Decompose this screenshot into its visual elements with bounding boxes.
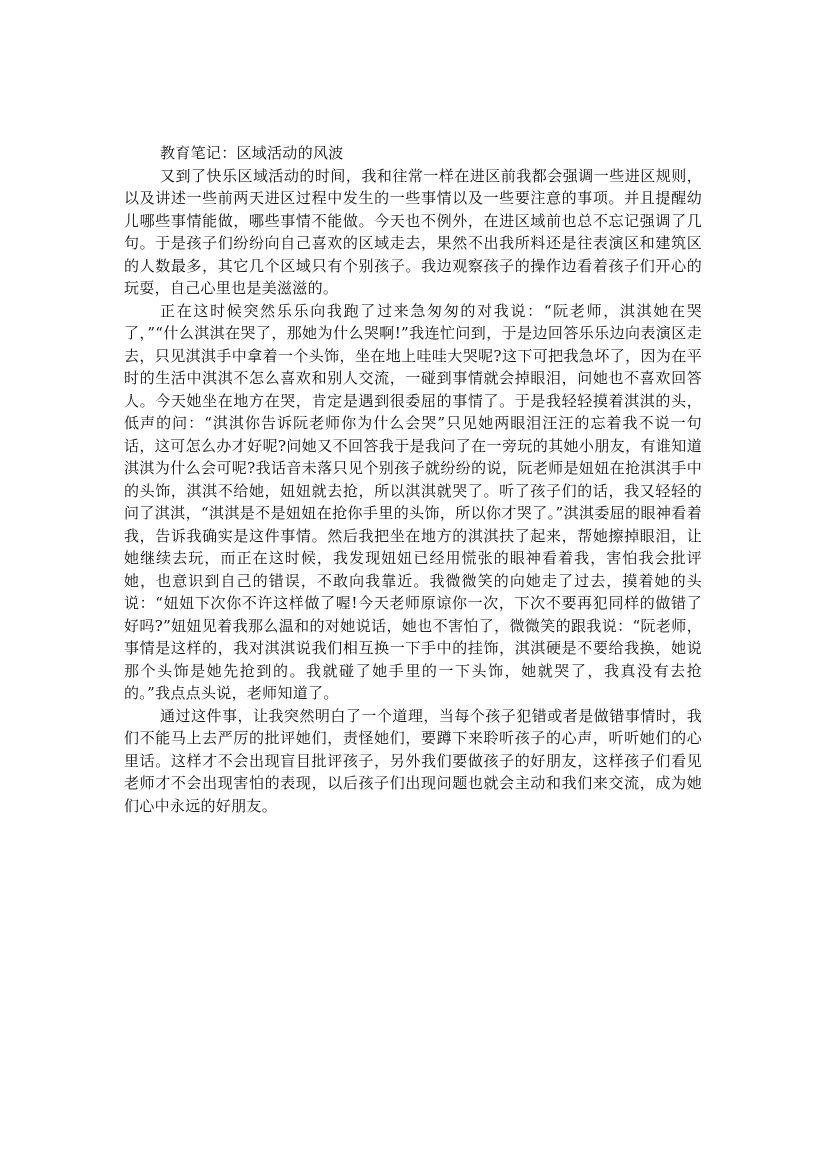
- paragraph-2: 正在这时候突然乐乐向我跑了过来急匆匆的对我说：“阮老师，淇淇她在哭了，”“什么淇淇在哭了，那她为什么哭啊!”我连忙问到，于是边回答乐乐边向表演区走去，只见淇淇手中拿着一个头饰，坐在地上哇哇大哭呢?这下可把我急坏了，因为在平时的生活中淇淇不怎么喜欢和别人交流，一碰到事情就会掉眼泪，问她也不喜欢回答人。今天她坐在地方在哭，肯定是遇到很委屈的事情了。于是我轻轻摸着淇淇的头，低声的问：“淇淇你告诉阮老师你为什么会哭”只见她两眼泪汪汪的忘着我不说一句话，这可怎么办才好呢?问她又不回答我于是我问了在一旁玩的其她小朋友，有谁知道淇淇为什么会可呢?我话音未落只见个别孩子就纷纷的说，阮老师是妞妞在抢淇淇手中的头饰，淇淇不给她，妞妞就去抢，所以淇淇就哭了。听了孩子们的话，我又轻轻的问了淇淇，“淇淇是不是妞妞在抢你手里的头饰，所以你才哭了。”淇淇委屈的眼神看着我，告诉我确实是这件事情。然后我把坐在地方的淇淇扶了起来，帮她擦掉眼泪，让她继续去玩，而正在这时候，我发现妞妞已经用慌张的眼神看着我，害怕我会批评她，也意识到自己的错误，不敢向我靠近。我微微笑的向她走了过去，摸着她的头说：“妞妞下次你不许这样做了喔!今天老师原谅你一次，下次不要再犯同样的做错了好吗?”妞妞见着我那么温和的对她说话，她也不害怕了，微微笑的跟我说：“阮老师，事情是这样的，我对淇淇说我们相互换一下手中的挂饰，淇淇硬是不要给我换，她说那个头饰是她先抢到的。我就碰了她手里的一下头饰，她就哭了，我真没有去抢的。”我点点头说，老师知道了。: [124, 301, 702, 702]
- paragraph-1: 又到了快乐区域活动的时间，我和往常一样在进区前我都会强调一些进区规则，以及讲述一些前两天进区过程中发生的一些事情以及一些要注意的事项。并且提醒幼儿哪些事情能做，哪些事情不能做。今天也不例外，在进区域前也总不忘记强调了几句。于是孩子们纷纷向自己喜欢的区域走去，果然不出我所料还是往表演区和建筑区的人数最多，其它几个区域只有个别孩子。我边观察孩子的操作边看着孩子们开心的玩耍，自己心里也是美滋滋的。: [124, 166, 702, 297]
- paragraph-3: 通过这件事，让我突然明白了一个道理，当每个孩子犯错或者是做错事情时，我们不能马上去严厉的批评她们，责怪她们，要蹲下来聆听孩子的心声，听听她们的心里话。这样才不会出现盲目批评孩子，另外我们要做孩子的好朋友，这样孩子们看见老师才不会出现害怕的表现，以后孩子们出现问题也就会主动和我们来交流，成为她们心中永远的好朋友。: [124, 706, 702, 815]
- document-title: 教育笔记：区域活动的风波: [160, 144, 344, 162]
- document-body: [124, 142, 702, 817]
